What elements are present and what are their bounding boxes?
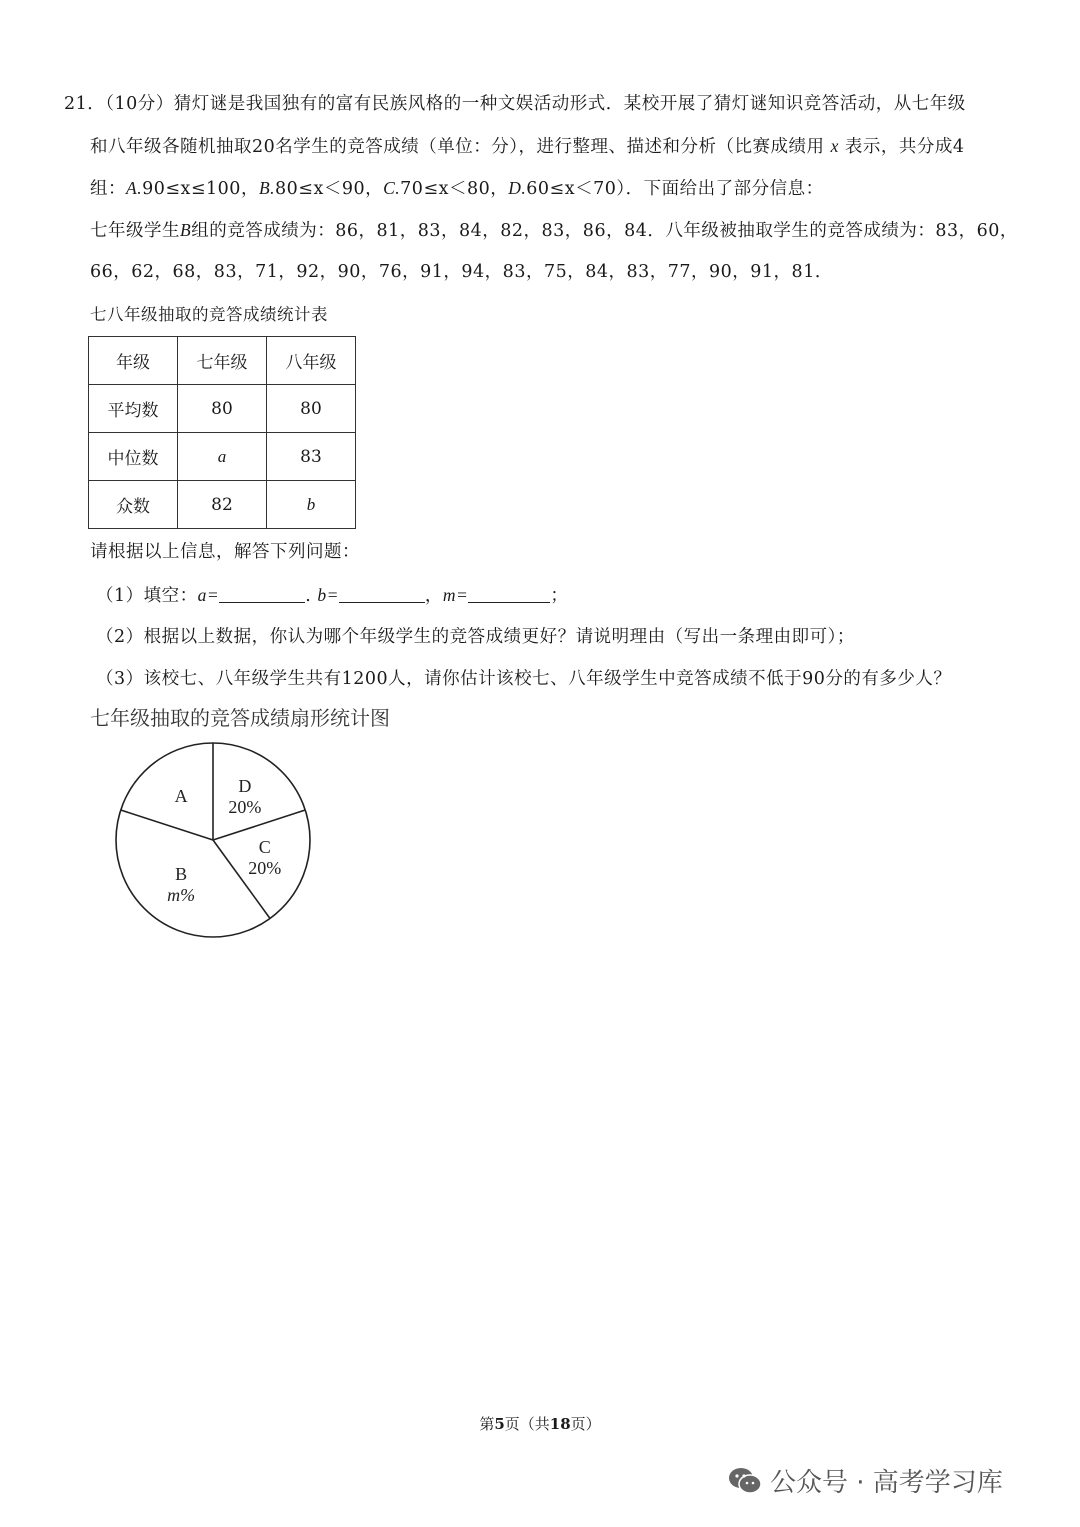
- table-header-cell: 八年级: [267, 337, 356, 385]
- problem-line-4: [90, 218, 1018, 243]
- table-cell: 83: [267, 433, 356, 481]
- table-cell: 平均数: [89, 385, 178, 433]
- watermark-text: 公众号 · 高考学习库: [770, 1468, 1003, 1498]
- group-a-range: 90≤x≤100，: [142, 179, 259, 199]
- pie-slice-value: 20%: [228, 797, 262, 818]
- questions-intro: 请根据以上信息，解答下列问题：: [90, 542, 360, 562]
- answer-blank-m[interactable]: [468, 584, 550, 603]
- q1-b-label: b=: [317, 585, 339, 605]
- pie-slice-label: D: [238, 776, 252, 797]
- pie-chart-title: 七年级抽取的竞答成绩扇形统计图: [90, 706, 390, 730]
- pie-slice-label: A: [174, 786, 188, 807]
- pie-slice-label: B: [175, 863, 188, 884]
- footer-pre: 第: [479, 1415, 495, 1433]
- q1-m-label: m=: [442, 585, 469, 605]
- problem-line-1: 21．（10分）猜灯谜是我国独有的富有民族风格的一种文娱活动形式．某校开展了猜灯谜知识竞答活动，从七年级: [64, 94, 966, 114]
- table-cell: 80: [178, 385, 267, 433]
- page-footer: [0, 1413, 1080, 1435]
- group-d-range: 60≤x＜70）．下面给出了部分信息：: [526, 179, 824, 199]
- problem-line-2-text-b: 表示，共分成4: [838, 137, 965, 157]
- footer-mid: 页（共: [504, 1415, 550, 1433]
- answer-blank-a[interactable]: [219, 584, 305, 603]
- footer-page-number: 5: [494, 1415, 505, 1433]
- group-b-range: 80≤x＜90，: [275, 179, 384, 199]
- problem-line-4-text-a: 七年级学生: [90, 221, 180, 241]
- table-header-row: [89, 337, 356, 385]
- stats-table: [88, 336, 356, 529]
- problem-line-2: [90, 134, 965, 159]
- q1-a-label: a=: [197, 585, 220, 605]
- footer-post: 页）: [570, 1415, 601, 1433]
- table-row: [89, 433, 356, 481]
- group-prefix: 组：: [90, 179, 126, 199]
- group-b-label: B.: [258, 178, 276, 198]
- table-header-cell: 七年级: [178, 337, 267, 385]
- table-row: [89, 481, 356, 529]
- q1-label: （1）填空：: [96, 586, 198, 606]
- q1-sep-2: ，: [424, 586, 443, 606]
- pie-chart: [110, 742, 330, 952]
- table-cell: 80: [267, 385, 356, 433]
- q1-sep-1: .: [305, 586, 318, 606]
- variable-x: x: [830, 136, 839, 156]
- problem-line-5: 66，62，68，83，71，92，90，76，91，94，83，75，84，83，77，90，91，81．: [90, 262, 833, 282]
- pie-slice-label: C: [258, 836, 271, 857]
- table-cell: 众数: [89, 481, 178, 529]
- table-header-cell: 年级: [89, 337, 178, 385]
- table-caption: 七八年级抽取的竞答成绩统计表: [90, 305, 328, 324]
- pie-slice-value: 20%: [248, 857, 282, 878]
- table-cell: a: [178, 433, 267, 481]
- table-row: [89, 385, 356, 433]
- table-cell: b: [267, 481, 356, 529]
- answer-blank-b[interactable]: [339, 584, 425, 603]
- question-2: （2）根据以上数据，你认为哪个年级学生的竞答成绩更好？请说明理由（写出一条理由即可）；: [96, 627, 855, 647]
- variable-b-group: B: [180, 220, 192, 240]
- problem-line-2-text-a: 和八年级各随机抽取20名学生的竞答成绩（单位：分），进行整理、描述和分析（比赛成绩用: [90, 137, 831, 157]
- table-cell: 82: [178, 481, 267, 529]
- footer-total-pages: 18: [549, 1415, 571, 1433]
- question-3: （3）该校七、八年级学生共有1200人，请你估计该校七、八年级学生中竞答成绩不低于90分的有多少人？: [96, 669, 952, 689]
- q1-end: ；: [550, 586, 569, 606]
- wechat-icon: [728, 1467, 762, 1495]
- group-d-label: D.: [508, 178, 527, 198]
- group-c-range: 70≤x＜80，: [400, 179, 509, 199]
- pie-slice-value: m%: [167, 884, 196, 905]
- problem-line-4-text-b: 组的竞答成绩为：86，81，83，84，82，83，86，84．八年级被抽取学生的竞答成绩为：83，60，: [191, 221, 1018, 241]
- problem-line-3: [90, 176, 824, 201]
- group-c-label: C.: [383, 178, 401, 198]
- table-cell: 中位数: [89, 433, 178, 481]
- question-1: [96, 583, 568, 608]
- watermark: [728, 1462, 1003, 1499]
- group-a-label: A.: [126, 178, 143, 198]
